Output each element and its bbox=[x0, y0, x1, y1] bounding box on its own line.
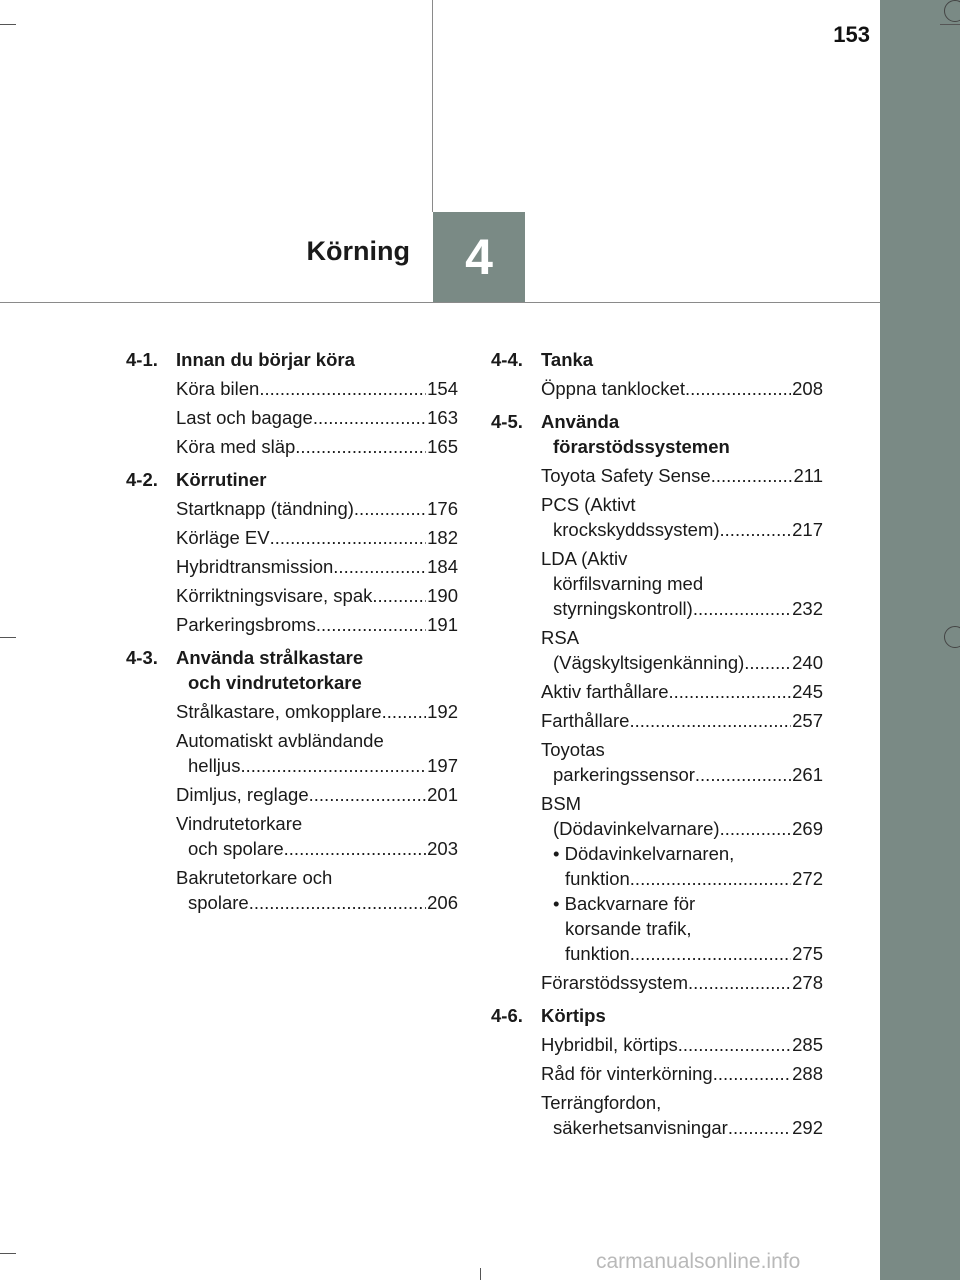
toc-section-title-line: Körtips bbox=[541, 1005, 606, 1026]
dot-leader bbox=[309, 782, 426, 807]
toc-entry[interactable] bbox=[541, 1032, 823, 1057]
toc-entry-text: säkerhetsanvisningar bbox=[553, 1117, 728, 1138]
toc-entry-text: PCS (Aktivt bbox=[541, 494, 636, 515]
dot-leader bbox=[630, 941, 791, 966]
toc-entry[interactable] bbox=[541, 625, 823, 675]
toc-section-title-line: Tanka bbox=[541, 349, 594, 370]
dot-leader bbox=[295, 434, 426, 459]
toc-entry-text: Terrängfordon, bbox=[541, 1092, 662, 1113]
toc-page-number: 272 bbox=[792, 868, 823, 889]
toc-section-heading[interactable] bbox=[126, 347, 458, 372]
toc-entry-text: Last och bagage bbox=[176, 407, 313, 428]
dot-leader bbox=[333, 554, 426, 579]
toc-page-number: 292 bbox=[792, 1117, 823, 1138]
dot-leader bbox=[316, 612, 426, 637]
toc-page-number: 240 bbox=[792, 652, 823, 673]
dot-leader bbox=[744, 650, 791, 675]
chapter-number-box bbox=[433, 212, 525, 302]
dot-leader bbox=[249, 890, 426, 915]
dot-leader bbox=[678, 1032, 791, 1057]
header-rule bbox=[0, 302, 880, 303]
dot-leader bbox=[354, 496, 426, 521]
toc-section-title bbox=[541, 347, 823, 372]
toc-entry[interactable] bbox=[541, 1090, 823, 1140]
toc-entry-text: Startknapp (tändning) bbox=[176, 498, 354, 519]
toc-entry-line bbox=[541, 762, 823, 787]
toc-section-title bbox=[176, 467, 458, 492]
toc-entry-line bbox=[541, 791, 823, 816]
toc-entry[interactable] bbox=[176, 699, 458, 724]
toc-entry-text: styrningskontroll) bbox=[553, 598, 693, 619]
toc-section-heading[interactable] bbox=[491, 409, 823, 459]
dot-leader bbox=[630, 866, 791, 891]
toc-page-number: 184 bbox=[427, 556, 458, 577]
toc-section bbox=[126, 645, 458, 915]
watermark: carmanualsonline.info bbox=[596, 1250, 801, 1273]
crop-mark bbox=[0, 24, 16, 25]
toc-entry-text: Aktiv farthållare bbox=[541, 681, 669, 702]
crop-mark bbox=[940, 24, 960, 25]
toc-entry-text: Parkeringsbroms bbox=[176, 614, 316, 635]
toc-section-number: 4-6. bbox=[491, 1005, 523, 1026]
toc-entry-line bbox=[176, 811, 458, 836]
toc-entry-line bbox=[553, 866, 823, 891]
toc-entry-line bbox=[541, 376, 823, 401]
toc-entry[interactable] bbox=[541, 546, 823, 621]
toc-entry-line bbox=[176, 728, 458, 753]
toc-entry-line bbox=[541, 708, 823, 733]
toc-entry[interactable] bbox=[176, 728, 458, 778]
toc-entry-line bbox=[553, 916, 823, 941]
toc-entry-line bbox=[176, 890, 458, 915]
dot-leader bbox=[688, 970, 791, 995]
dot-leader bbox=[669, 679, 792, 704]
toc-entry-text: • Dödavinkelvarnaren, bbox=[553, 843, 735, 864]
toc-entry-text: Farthållare bbox=[541, 710, 630, 731]
toc-page-number: 203 bbox=[427, 838, 458, 859]
toc-section-heading[interactable] bbox=[126, 467, 458, 492]
toc-entry[interactable] bbox=[176, 525, 458, 550]
toc-section-heading[interactable] bbox=[126, 645, 458, 695]
toc-entry-line bbox=[553, 941, 823, 966]
header-vertical-rule bbox=[432, 0, 433, 212]
toc-page-number: 217 bbox=[792, 519, 823, 540]
dot-leader bbox=[259, 376, 426, 401]
toc-entry-text: RSA bbox=[541, 627, 580, 648]
toc-entry-text: Dimljus, reglage bbox=[176, 784, 309, 805]
toc-section-heading[interactable] bbox=[491, 347, 823, 372]
toc-page-number: 245 bbox=[792, 681, 823, 702]
toc-entry-text: krockskyddssystem) bbox=[553, 519, 720, 540]
toc-entry-line bbox=[176, 612, 458, 637]
toc-entry-text: funktion bbox=[565, 943, 630, 964]
dot-leader bbox=[713, 1061, 791, 1086]
toc-entry[interactable] bbox=[541, 463, 823, 488]
toc-entry-line bbox=[176, 836, 458, 861]
toc-entry-line bbox=[176, 865, 458, 890]
toc-entry-text: Förarstödssystem bbox=[541, 972, 689, 993]
toc-entry-text: LDA (Aktiv bbox=[541, 548, 628, 569]
toc-entry[interactable] bbox=[176, 583, 458, 608]
toc-entry-text: (Dödavinkelvarnare) bbox=[553, 818, 720, 839]
toc-page-number: 232 bbox=[792, 598, 823, 619]
toc-entry-line bbox=[541, 571, 823, 596]
chapter-number: 4 bbox=[465, 229, 493, 285]
dot-leader bbox=[284, 836, 426, 861]
toc-page-number: 208 bbox=[792, 378, 823, 399]
dot-leader bbox=[711, 463, 793, 488]
toc-page-number: 192 bbox=[427, 701, 458, 722]
toc-entry-text: Vindrutetorkare bbox=[176, 813, 303, 834]
toc-entry-line bbox=[553, 841, 823, 866]
toc-entry-text: parkeringssensor bbox=[553, 764, 695, 785]
dot-leader bbox=[685, 376, 791, 401]
toc-page-number: 211 bbox=[793, 465, 823, 486]
toc-entry[interactable] bbox=[541, 708, 823, 733]
toc-section-title-line: Innan du börjar köra bbox=[176, 349, 355, 370]
toc-entry-line bbox=[541, 1061, 823, 1086]
toc-entry-text: • Backvarnare för bbox=[553, 893, 696, 914]
toc-entry-line bbox=[176, 434, 458, 459]
toc-section-heading[interactable] bbox=[491, 1003, 823, 1028]
dot-leader bbox=[693, 596, 791, 621]
toc-entry-line bbox=[541, 816, 823, 841]
toc-page-number: 206 bbox=[427, 892, 458, 913]
dot-leader bbox=[728, 1115, 791, 1140]
dot-leader bbox=[240, 753, 426, 778]
toc-entry-line bbox=[176, 554, 458, 579]
toc-entry-line bbox=[541, 1090, 823, 1115]
toc-entry-text: helljus bbox=[188, 755, 241, 776]
toc-entry-text: spolare bbox=[188, 892, 249, 913]
dot-leader bbox=[720, 517, 792, 542]
toc-entry-line bbox=[176, 376, 458, 401]
toc-section-title-line: Använda strålkastare bbox=[176, 647, 364, 668]
toc-entry[interactable] bbox=[176, 376, 458, 401]
toc-entry[interactable] bbox=[541, 791, 823, 841]
toc-entry-text: Bakrutetorkare och bbox=[176, 867, 333, 888]
toc-section bbox=[491, 409, 823, 995]
toc-entry[interactable] bbox=[176, 782, 458, 807]
dot-leader bbox=[629, 708, 791, 733]
dot-leader bbox=[382, 699, 426, 724]
toc-entry-line bbox=[541, 679, 823, 704]
crop-mark bbox=[0, 1253, 16, 1254]
toc-entry-line bbox=[553, 891, 823, 916]
toc-entry-text: och spolare bbox=[188, 838, 284, 859]
toc-entry[interactable] bbox=[176, 554, 458, 579]
page-number: 153 bbox=[833, 22, 870, 47]
toc-section-title-line: Använda bbox=[541, 411, 620, 432]
toc-section-number: 4-5. bbox=[491, 411, 523, 432]
toc-entry-line bbox=[176, 496, 458, 521]
toc-entry-line bbox=[541, 546, 823, 571]
toc-entry-text: Köra med släp bbox=[176, 436, 296, 457]
toc-entry-line bbox=[176, 782, 458, 807]
dot-leader bbox=[720, 816, 792, 841]
toc-entry-line bbox=[541, 1115, 823, 1140]
toc-entry-text: Hybridtransmission bbox=[176, 556, 334, 577]
toc-entry-line bbox=[176, 525, 458, 550]
toc-entry-text: Strålkastare, omkopplare bbox=[176, 701, 382, 722]
toc-section bbox=[126, 347, 458, 459]
toc-entry-line bbox=[541, 625, 823, 650]
toc-page-number: 261 bbox=[792, 764, 823, 785]
toc-entry-text: körfilsvarning med bbox=[553, 573, 704, 594]
toc-section-title bbox=[541, 1003, 823, 1028]
toc-entry-text: Hybridbil, körtips bbox=[541, 1034, 678, 1055]
toc-section bbox=[491, 347, 823, 401]
toc-section-title bbox=[541, 409, 823, 459]
toc-page-number: 278 bbox=[792, 972, 823, 993]
toc-page-number: 269 bbox=[792, 818, 823, 839]
toc-entry-line bbox=[176, 583, 458, 608]
toc-entry-text: Automatiskt avbländande bbox=[176, 730, 384, 751]
toc-entry-line bbox=[541, 596, 823, 621]
toc-entry-text: (Vägskyltsigenkänning) bbox=[553, 652, 745, 673]
toc-page-number: 163 bbox=[427, 407, 458, 428]
toc-section-title-line: och vindrutetorkare bbox=[188, 672, 362, 693]
toc-page-number: 191 bbox=[427, 614, 458, 635]
toc-entry-text: Råd för vinterkörning bbox=[541, 1063, 713, 1084]
toc-entry[interactable] bbox=[541, 970, 823, 995]
toc-entry[interactable] bbox=[553, 841, 823, 891]
toc-section-number: 4-4. bbox=[491, 349, 523, 370]
dot-leader bbox=[695, 762, 791, 787]
toc-entry-text: korsande trafik, bbox=[565, 918, 692, 939]
toc-entry[interactable] bbox=[553, 891, 823, 966]
toc-section-title bbox=[176, 645, 458, 695]
toc-right-column bbox=[491, 347, 823, 1148]
toc-page-number: 275 bbox=[792, 943, 823, 964]
registration-mark-icon bbox=[944, 0, 960, 22]
toc-page-number: 176 bbox=[427, 498, 458, 519]
crop-mark bbox=[480, 1268, 481, 1280]
toc-page-number: 190 bbox=[427, 585, 458, 606]
dot-leader bbox=[372, 583, 426, 608]
toc-entry-text: funktion bbox=[565, 868, 630, 889]
toc-entry[interactable] bbox=[176, 612, 458, 637]
toc-entry-line bbox=[176, 753, 458, 778]
toc-entry[interactable] bbox=[176, 496, 458, 521]
toc-section bbox=[491, 1003, 823, 1140]
toc-entry[interactable] bbox=[176, 811, 458, 861]
toc-entry-line bbox=[541, 737, 823, 762]
toc-entry-line bbox=[541, 970, 823, 995]
toc-entry-line bbox=[176, 405, 458, 430]
toc-entry-text: Körläge EV bbox=[176, 527, 270, 548]
toc-page-number: 197 bbox=[427, 755, 458, 776]
toc-entry-text: BSM bbox=[541, 793, 582, 814]
toc-section-title-line: Körrutiner bbox=[176, 469, 267, 490]
toc-section bbox=[126, 467, 458, 637]
toc-entry-text: Toyota Safety Sense bbox=[541, 465, 711, 486]
toc-entry[interactable] bbox=[541, 737, 823, 787]
dot-leader bbox=[313, 405, 426, 430]
toc-entry[interactable] bbox=[541, 679, 823, 704]
crop-mark bbox=[0, 637, 16, 638]
toc-entry-line bbox=[541, 463, 823, 488]
dot-leader bbox=[270, 525, 427, 550]
toc-page-number: 182 bbox=[427, 527, 458, 548]
toc-entry-text: Köra bilen bbox=[176, 378, 260, 399]
toc-entry-text: Körriktningsvisare, spak bbox=[176, 585, 373, 606]
toc-entry-text: Toyotas bbox=[541, 739, 605, 760]
toc-page-number: 288 bbox=[792, 1063, 823, 1084]
toc-page-number: 165 bbox=[427, 436, 458, 457]
toc-section-number: 4-2. bbox=[126, 469, 158, 490]
toc-page-number: 257 bbox=[792, 710, 823, 731]
toc-entry-line bbox=[176, 699, 458, 724]
toc-entry-line bbox=[541, 492, 823, 517]
toc-entry[interactable] bbox=[541, 1061, 823, 1086]
toc-entry-line bbox=[541, 1032, 823, 1057]
registration-mark-icon bbox=[944, 626, 960, 648]
toc-page-number: 285 bbox=[792, 1034, 823, 1055]
toc-section-number: 4-3. bbox=[126, 647, 158, 668]
toc-section-title-line: förarstödssystemen bbox=[553, 436, 730, 457]
toc-left-column bbox=[126, 347, 458, 923]
toc-entry-text: Öppna tanklocket bbox=[541, 378, 685, 399]
toc-section-title bbox=[176, 347, 458, 372]
toc-page-number: 201 bbox=[427, 784, 458, 805]
toc-entry[interactable] bbox=[541, 492, 823, 542]
toc-entry[interactable] bbox=[541, 376, 823, 401]
toc-section-number: 4-1. bbox=[126, 349, 158, 370]
toc-entry[interactable] bbox=[176, 865, 458, 915]
toc-entry-line bbox=[541, 650, 823, 675]
chapter-title: Körning bbox=[306, 236, 410, 266]
toc-entry-line bbox=[541, 517, 823, 542]
toc-entry[interactable] bbox=[176, 434, 458, 459]
toc-entry[interactable] bbox=[176, 405, 458, 430]
toc-page-number: 154 bbox=[427, 378, 458, 399]
